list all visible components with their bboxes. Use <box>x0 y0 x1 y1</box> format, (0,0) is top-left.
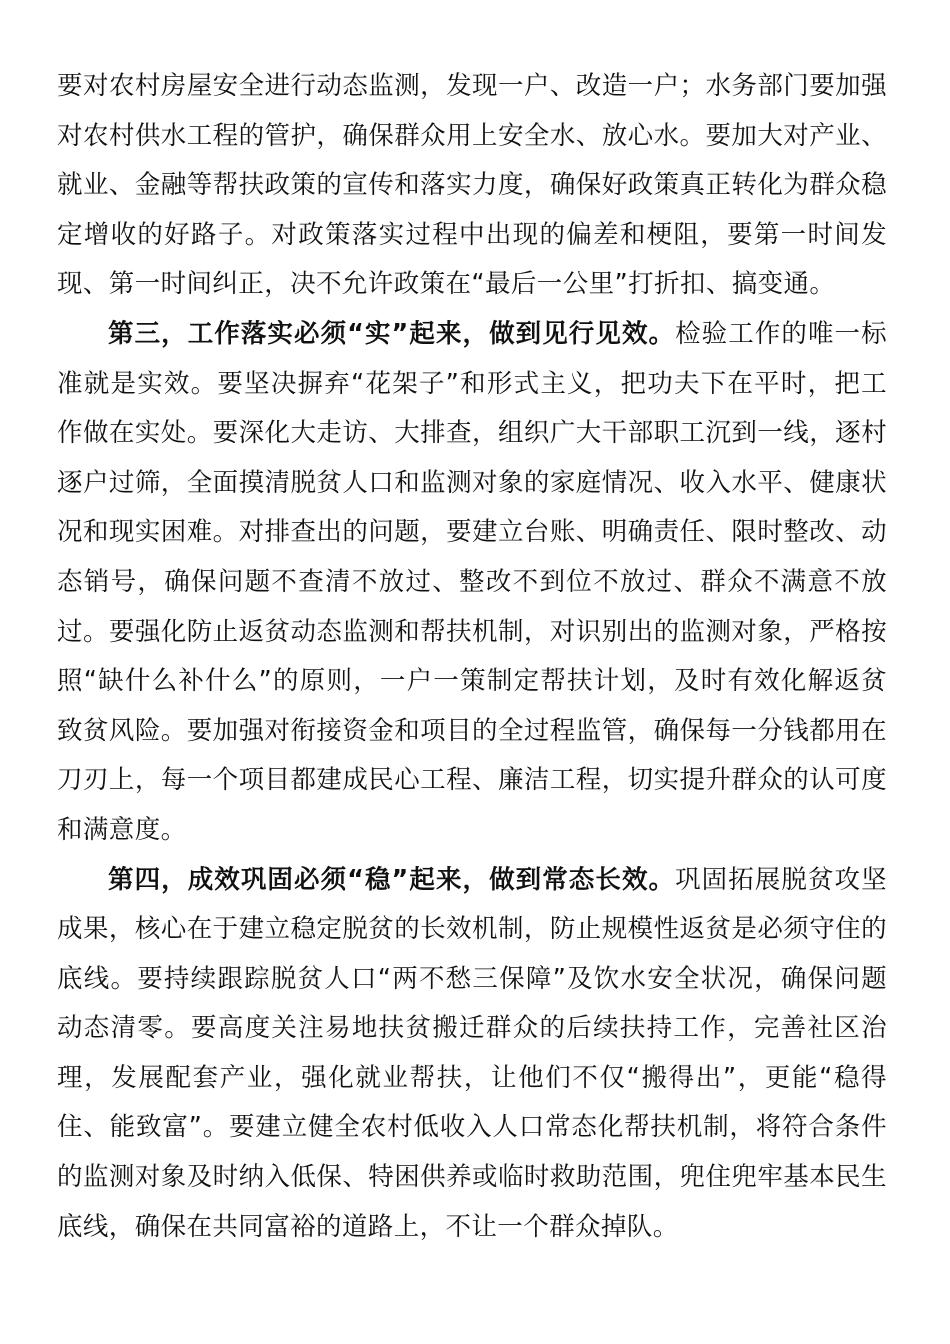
document-body <box>57 62 887 1252</box>
section-heading: 第四，成效巩固必须“稳”起来，做到常态长效。 <box>108 864 676 895</box>
paragraph-section-three <box>57 310 887 856</box>
paragraph-continuation <box>57 62 887 310</box>
section-heading: 第三，工作落实必须“实”起来，做到见行见效。 <box>108 318 676 349</box>
paragraph-text: 巩固拓展脱贫攻坚成果，核心在于建立稳定脱贫的长效机制，防止规模性返贫是必须守住的底线。要持续跟踪脱贫人口“两不愁三保障”及饮水安全状况，确保问题动态清零。要高度关注易地扶贫搬迁群众的后续扶持工作，完善社区治理，发展配套产业，强化就业帮扶，让他们不仅“搬得出”，更能“稳得住、能致富”。要建立健全农村低收入人口常态化帮扶机制，将符合条件的监测对象及时纳入低保、特困供养或临时救助范围，兜住兜牢基本民生底线，确保在共同富裕的道路上，不让一个群众掉队。 <box>57 864 887 1242</box>
paragraph-section-four <box>57 856 887 1253</box>
paragraph-text: 检验工作的唯一标准就是实效。要坚决摒弃“花架子”和形式主义，把功夫下在平时，把工作做在实处。要深化大走访、大排查，组织广大干部职工沉到一线，逐村逐户过筛，全面摸清脱贫人口和监测对象的家庭情况、收入水平、健康状况和现实困难。对排查出的问题，要建立台账、明确责任、限时整改、动态销号，确保问题不查清不放过、整改不到位不放过、群众不满意不放过。要强化防止返贫动态监测和帮扶机制，对识别出的监测对象，严格按照“缺什么补什么”的原则，一户一策制定帮扶计划，及时有效化解返贫致贫风险。要加强对衔接资金和项目的全过程监管，确保每一分钱都用在刀刃上，每一个项目都建成民心工程、廉洁工程，切实提升群众的认可度和满意度。 <box>57 318 887 845</box>
paragraph-text: 要对农村房屋安全进行动态监测，发现一户、改造一户；水务部门要加强对农村供水工程的管护，确保群众用上安全水、放心水。要加大对产业、就业、金融等帮扶政策的宣传和落实力度，确保好政策真正转化为群众稳定增收的好路子。对政策落实过程中出现的偏差和梗阻，要第一时间发现、第一时间纠正，决不允许政策在“最后一公里”打折扣、搞变通。 <box>57 71 887 300</box>
